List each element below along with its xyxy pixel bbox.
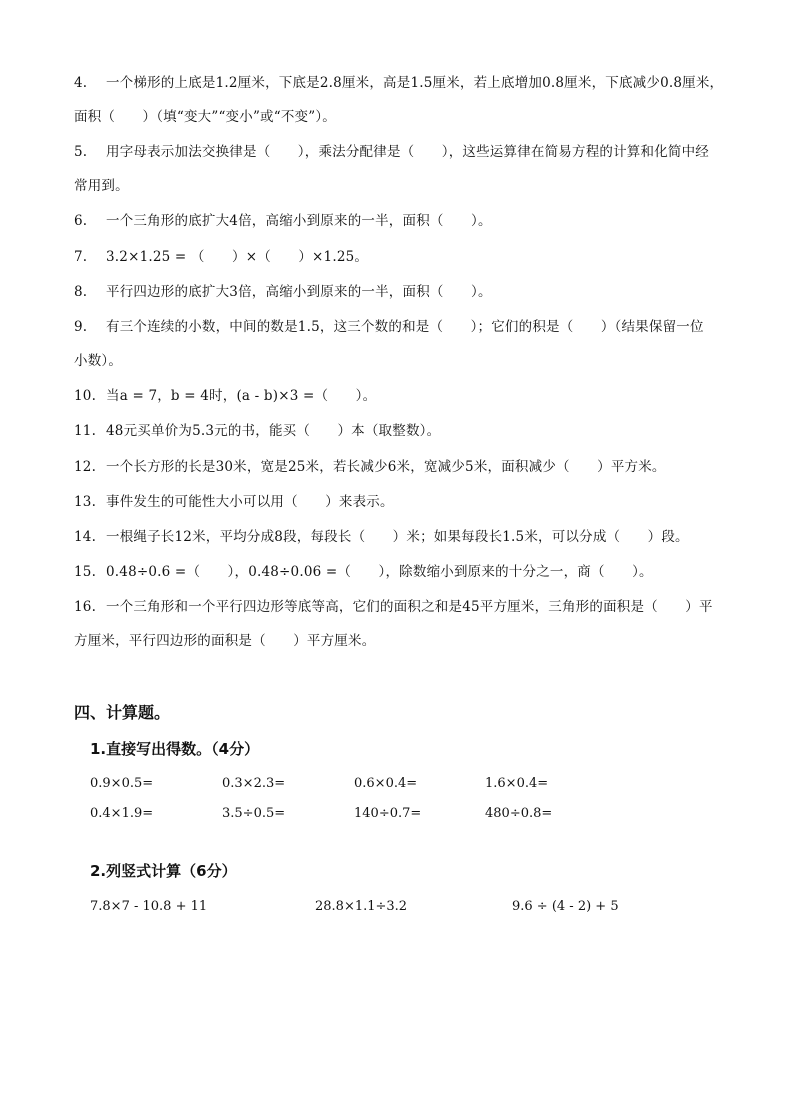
oral-calc-item: 1.6×0.4= — [485, 776, 549, 791]
question-line — [74, 379, 764, 413]
part2-title: 2.列竖式计算（6分） — [90, 862, 237, 880]
part1-title: 1.直接写出得数。（4分） — [90, 740, 260, 758]
question-line — [74, 204, 764, 238]
question-line — [74, 135, 764, 169]
question-number: 16. — [74, 599, 97, 616]
question-text: 0.48÷0.6 =（ ），0.48÷0.06 =（ ），除数缩小到原来的十分之一，商（ ）。 — [106, 564, 653, 581]
question-text: 事件发生的可能性大小可以用（ ）来表示。 — [106, 493, 394, 510]
question-text: 3.2×1.25 = （ ）×（ ）×1.25。 — [106, 248, 369, 265]
oral-calc-item: 0.3×2.3= — [222, 776, 286, 791]
vertical-calc-item: 9.6 ÷ (4 - 2) + 5 — [512, 899, 619, 914]
question-number: 6. — [74, 213, 88, 230]
question-line — [74, 240, 764, 274]
section-title: 四、计算题。 — [74, 703, 171, 722]
question-14 — [74, 520, 764, 554]
question-number: 7. — [74, 248, 88, 265]
question-text: 常用到。 — [74, 178, 129, 195]
question-text: 用字母表示加法交换律是（ ），乘法分配律是（ ），这些运算律在简易方程的计算和化简中经 — [106, 144, 709, 161]
oral-calc-item: 0.9×0.5= — [90, 776, 154, 791]
question-text: 面积（ ）（填“变大”“变小”或“不变”）。 — [74, 109, 337, 125]
question-line — [74, 414, 764, 448]
question-text: 有三个连续的小数，中间的数是1.5，这三个数的和是（ ）；它们的积是（ ）（结果保留一位 — [106, 319, 704, 335]
question-12 — [74, 450, 764, 484]
question-line — [74, 100, 764, 134]
oral-calc-item: 0.4×1.9= — [90, 806, 154, 821]
question-number: 4. — [74, 75, 88, 91]
question-15 — [74, 555, 764, 589]
question-number: 5. — [74, 144, 88, 161]
question-line — [74, 169, 764, 203]
question-16 — [74, 590, 764, 658]
question-5 — [74, 135, 764, 203]
question-text: 平行四边形的底扩大3倍，高缩小到原来的一半，面积（ ）。 — [106, 283, 492, 300]
question-number: 8. — [74, 283, 88, 300]
oral-calc-item: 480÷0.8= — [485, 806, 553, 821]
vertical-calc-item: 28.8×1.1÷3.2 — [315, 899, 408, 914]
question-10 — [74, 379, 764, 413]
oral-calc-item: 140÷0.7= — [354, 806, 422, 821]
question-text: 当a = 7，b = 4时，(a - b)×3 =（ ）。 — [106, 388, 377, 405]
oral-calc-item: 0.6×0.4= — [354, 776, 418, 791]
question-11 — [74, 414, 764, 448]
question-text: 一根绳子长12米，平均分成8段，每段长（ ）米；如果每段长1.5米，可以分成（ ）段。 — [106, 529, 689, 545]
question-text: 一个三角形和一个平行四边形等底等高，它们的面积之和是45平方厘米，三角形的面积是（ ）平 — [106, 599, 713, 616]
question-line — [74, 485, 764, 519]
question-text: 一个梯形的上底是1.2厘米，下底是2.8厘米，高是1.5厘米，若上底增加0.8厘米，下底减少0.8厘米， — [106, 75, 724, 91]
vertical-calc-item: 7.8×7 - 10.8 + 11 — [90, 899, 208, 914]
question-line — [74, 520, 764, 554]
question-line — [74, 66, 764, 100]
question-line — [74, 624, 764, 658]
question-line — [74, 590, 764, 624]
question-line — [74, 555, 764, 589]
question-4 — [74, 66, 764, 134]
question-text: 48元买单价为5.3元的书，能买（ ）本（取整数）。 — [106, 423, 441, 440]
question-9 — [74, 310, 764, 378]
question-8 — [74, 275, 764, 309]
question-6 — [74, 204, 764, 238]
question-number: 9. — [74, 319, 88, 335]
question-number: 14. — [74, 529, 97, 545]
question-line — [74, 344, 764, 378]
question-number: 11. — [74, 423, 97, 440]
question-line — [74, 275, 764, 309]
question-text: 方厘米，平行四边形的面积是（ ）平方厘米。 — [74, 633, 376, 650]
question-number: 13. — [74, 493, 97, 510]
question-text: 一个长方形的长是30米，宽是25米，若长减少6米，宽减少5米，面积减少（ ）平方米。 — [106, 458, 666, 475]
question-7 — [74, 240, 764, 274]
question-text: 一个三角形的底扩大4倍，高缩小到原来的一半，面积（ ）。 — [106, 213, 492, 230]
question-13 — [74, 485, 764, 519]
question-text: 小数）。 — [74, 353, 123, 369]
question-number: 10. — [74, 388, 97, 405]
question-line — [74, 310, 764, 344]
oral-calc-item: 3.5÷0.5= — [222, 806, 286, 821]
question-number: 15. — [74, 564, 97, 581]
question-number: 12. — [74, 458, 97, 475]
question-line — [74, 450, 764, 484]
